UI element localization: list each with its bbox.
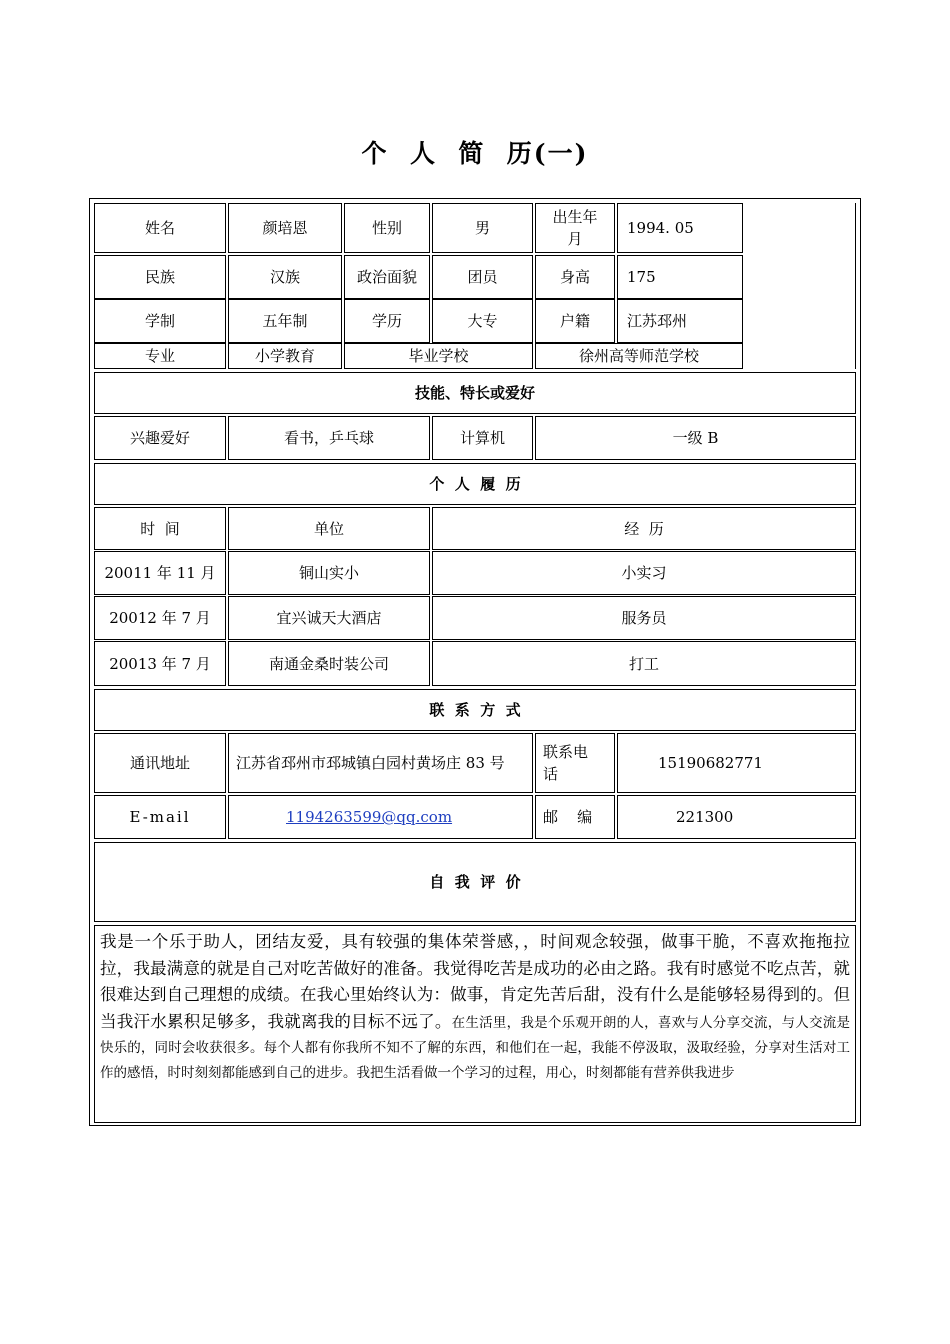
self-eval-text: [94, 925, 856, 1123]
history-row-unit: 铜山实小: [228, 551, 430, 595]
email-label: E-mail: [94, 795, 226, 839]
name-label: 姓名: [94, 203, 226, 253]
major-value: 小学教育: [228, 343, 342, 369]
hobby-label: 兴趣爱好: [94, 416, 226, 460]
self-eval-text-extra: 在生活里，我是个乐观开朗的人，喜欢与人分享交流，与人交流是快乐的，同时会收获很多。每个人都有你我所不知不了解的东西，和他们在一起，我能不停汲取，汲取经验，分享对生活对工作的感悟，时时刻刻都能感到自己的进步。我把生活看做一个学习的过程，用心，时刻都能有营养供我进步: [100, 1014, 851, 1081]
history-col-time: 时 间: [94, 507, 226, 550]
ethnicity-value: 汉族: [228, 255, 342, 299]
gender-label: 性别: [344, 203, 430, 253]
birth-value: 1994. 05: [617, 203, 743, 253]
school-label: 毕业学校: [344, 343, 533, 369]
major-label: 专业: [94, 343, 226, 369]
history-row-time: 20011 年 11 月: [94, 551, 226, 595]
history-row-time: 20013 年 7 月: [94, 641, 226, 686]
computer-value: 一级 B: [535, 416, 856, 460]
photo-area: [745, 203, 856, 369]
schooling-label: 学制: [94, 299, 226, 343]
history-col-unit: 单位: [228, 507, 430, 550]
computer-label: 计算机: [432, 416, 533, 460]
history-row-experience: 小实习: [432, 551, 856, 595]
gender-value: 男: [432, 203, 533, 253]
height-label: 身高: [535, 255, 615, 299]
history-row-experience: 服务员: [432, 596, 856, 640]
politics-value: 团员: [432, 255, 533, 299]
address-label: 通讯地址: [94, 733, 226, 793]
page-title: 个 人 简 历(一): [361, 139, 589, 168]
school-value: 徐州高等师范学校: [535, 343, 743, 369]
hukou-value: 江苏邳州: [617, 299, 743, 343]
email-cell: [228, 795, 533, 839]
self-eval-heading: 自 我 评 价: [94, 842, 856, 922]
address-value: 江苏省邳州市邳城镇白园村黄场庄 83 号: [228, 733, 533, 793]
history-heading: 个 人 履 历: [94, 463, 856, 505]
zip-label: 邮 编: [535, 795, 615, 839]
phone-value: 15190682771: [617, 733, 856, 793]
contact-heading: 联 系 方 式: [94, 689, 856, 731]
degree-value: 大专: [432, 299, 533, 343]
name-value: 颜培恩: [228, 203, 342, 253]
politics-label: 政治面貌: [344, 255, 430, 299]
degree-label: 学历: [344, 299, 430, 343]
self-eval-text-main: 我是一个乐于助人，团结友爱，具有较强的集体荣誉感，，时间观念较强，做事干脆，不喜欢拖拖拉拉，我最满意的就是自己对吃苦做好的准备。我觉得吃苦是成功的必由之路。我有时感觉不吃点苦，就很难达到自己理想的成绩。在我心里始终认为：做事，肯定先苦后甜，没有什么是能够轻易得到的。但当我汗水累积足够多，我就离我的目标不远了。: [100, 932, 850, 1031]
zip-value: 221300: [617, 795, 856, 839]
skills-heading: 技能、特长或爱好: [94, 372, 856, 414]
hobby-value: 看书，乒乓球: [228, 416, 430, 460]
phone-label: 联系电话: [535, 733, 615, 793]
schooling-value: 五年制: [228, 299, 342, 343]
history-row-unit: 宜兴诚天大酒店: [228, 596, 430, 640]
history-row-unit: 南通金桑时装公司: [228, 641, 430, 686]
birth-label: 出生年月: [535, 203, 615, 253]
ethnicity-label: 民族: [94, 255, 226, 299]
email-link[interactable]: 1194263599@qq.com: [286, 808, 453, 826]
history-row-time: 20012 年 7 月: [94, 596, 226, 640]
history-row-experience: 打工: [432, 641, 856, 686]
hukou-label: 户籍: [535, 299, 615, 343]
history-col-experience: 经 历: [432, 507, 856, 550]
height-value: 175: [617, 255, 743, 299]
